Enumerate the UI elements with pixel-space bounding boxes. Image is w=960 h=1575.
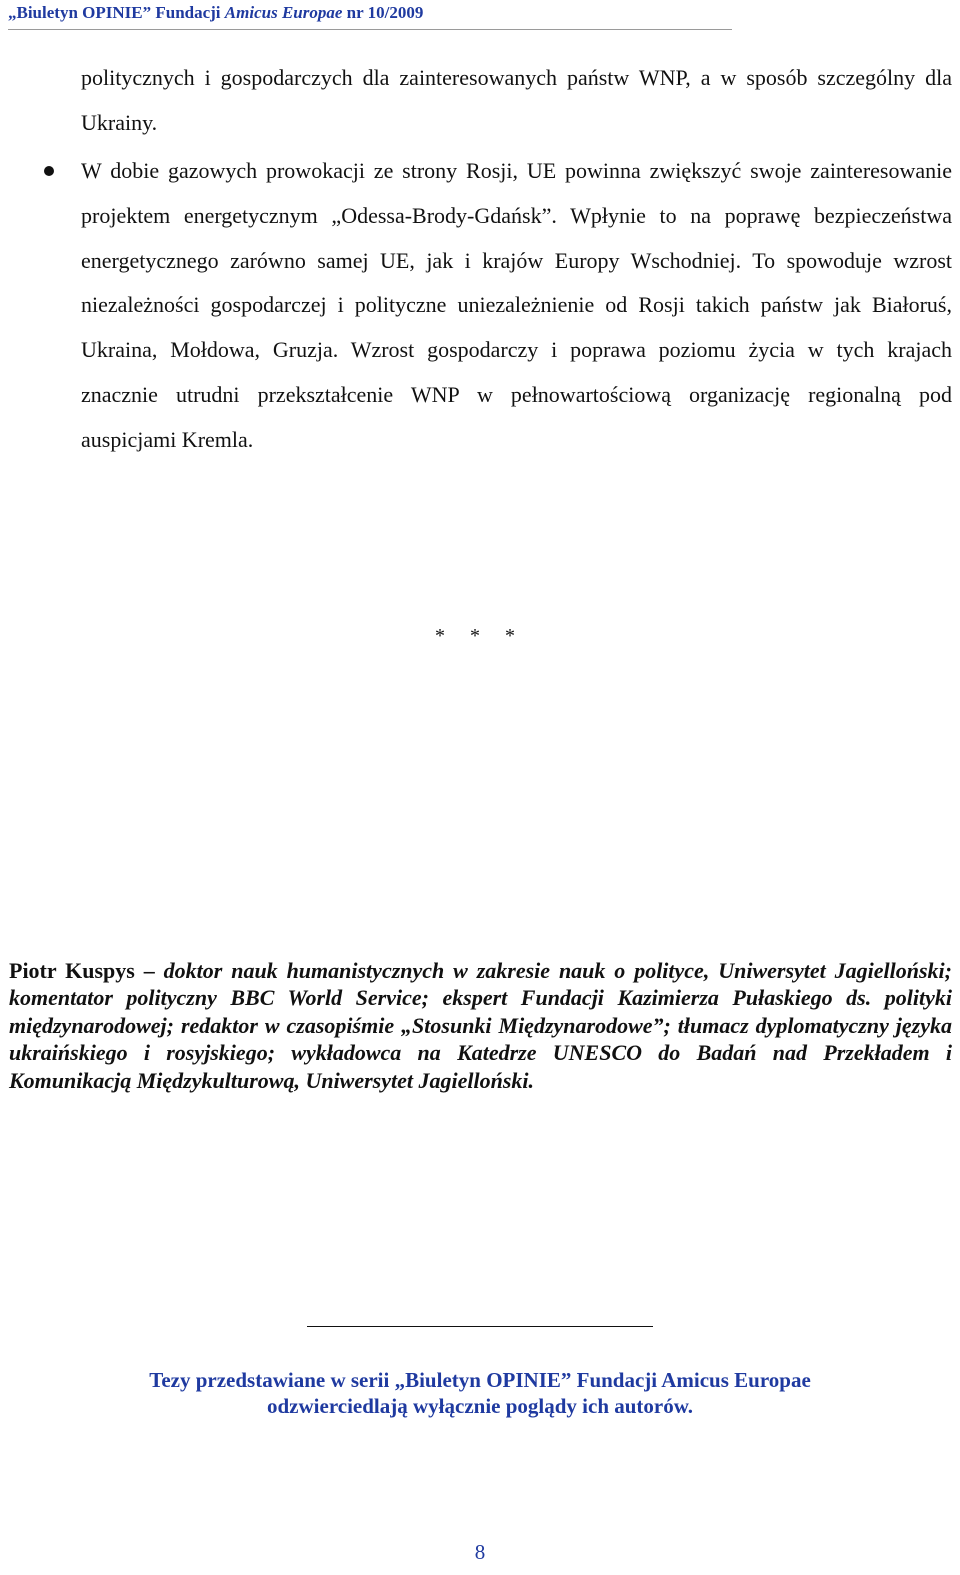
- bullet-item: W dobie gazowych prowokacji ze strony Rosji, UE powinna zwiększyć swoje zainteresowanie projektem energetycznym „Odessa-Brody-Gdańsk”. Wpłynie to na poprawę bezpieczeństwa energetycznego zarówno samej UE, jak i krajów Europy Wschodniej. To spowoduje wzrost niezależności gospodarczej i polityczne uniezależnienie od Rosji takich państw jak Białoruś, Ukraina, Mołdowa, Gruzja. Wzrost gospodarczy i poprawa poziomu życia w tych krajach znacznie utrudni przekształcenie WNP w pełnowartościową organizację regionalną pod auspicjami Kremla.: [81, 158, 952, 452]
- author-dash: –: [134, 958, 164, 983]
- disclaimer: [0, 1367, 960, 1419]
- header-title-part1: „Biuletyn OPINIE” Fundacji: [8, 3, 225, 22]
- page-number: 8: [474, 1540, 486, 1564]
- header-divider: [8, 29, 732, 30]
- paragraph-continuation: politycznych i gospodarczych dla zainteresowanych państw WNP, a w sposób szczególny dla Ukrainy.: [81, 65, 952, 135]
- disclaimer-line-2: odzwierciedlają wyłącznie poglądy ich autorów.: [267, 1394, 693, 1418]
- section-separator: * * *: [435, 625, 525, 647]
- header-title-italic: Amicus Europae: [224, 3, 343, 22]
- page-header: [8, 3, 423, 23]
- disclaimer-line-1: Tezy przedstawiane w serii „Biuletyn OPINIE” Fundacji Amicus Europae: [149, 1368, 811, 1392]
- footer-divider: [307, 1326, 653, 1327]
- author-name: Piotr Kuspys: [9, 958, 135, 983]
- author-description: doktor nauk humanistycznych w zakresie nauk o polityce, Uniwersytet Jagielloński; komentator polityczny BBC World Service; ekspert Fundacji Kazimierza Pułaskiego ds. polityki międzynarodowej; redaktor w czasopiśmie „Stosunki Międzynarodowe”; tłumacz dyplomatyczny języka ukraińskiego i rosyjskiego; wykładowca na Katedrze UNESCO do Badań nad Przekładem i Komunikacją Międzykulturową, Uniwersytet Jagielloński.: [9, 958, 952, 1093]
- bullet-icon: [44, 166, 54, 176]
- author-bio: [9, 957, 952, 1094]
- header-title-part2: nr 10/2009: [342, 3, 424, 22]
